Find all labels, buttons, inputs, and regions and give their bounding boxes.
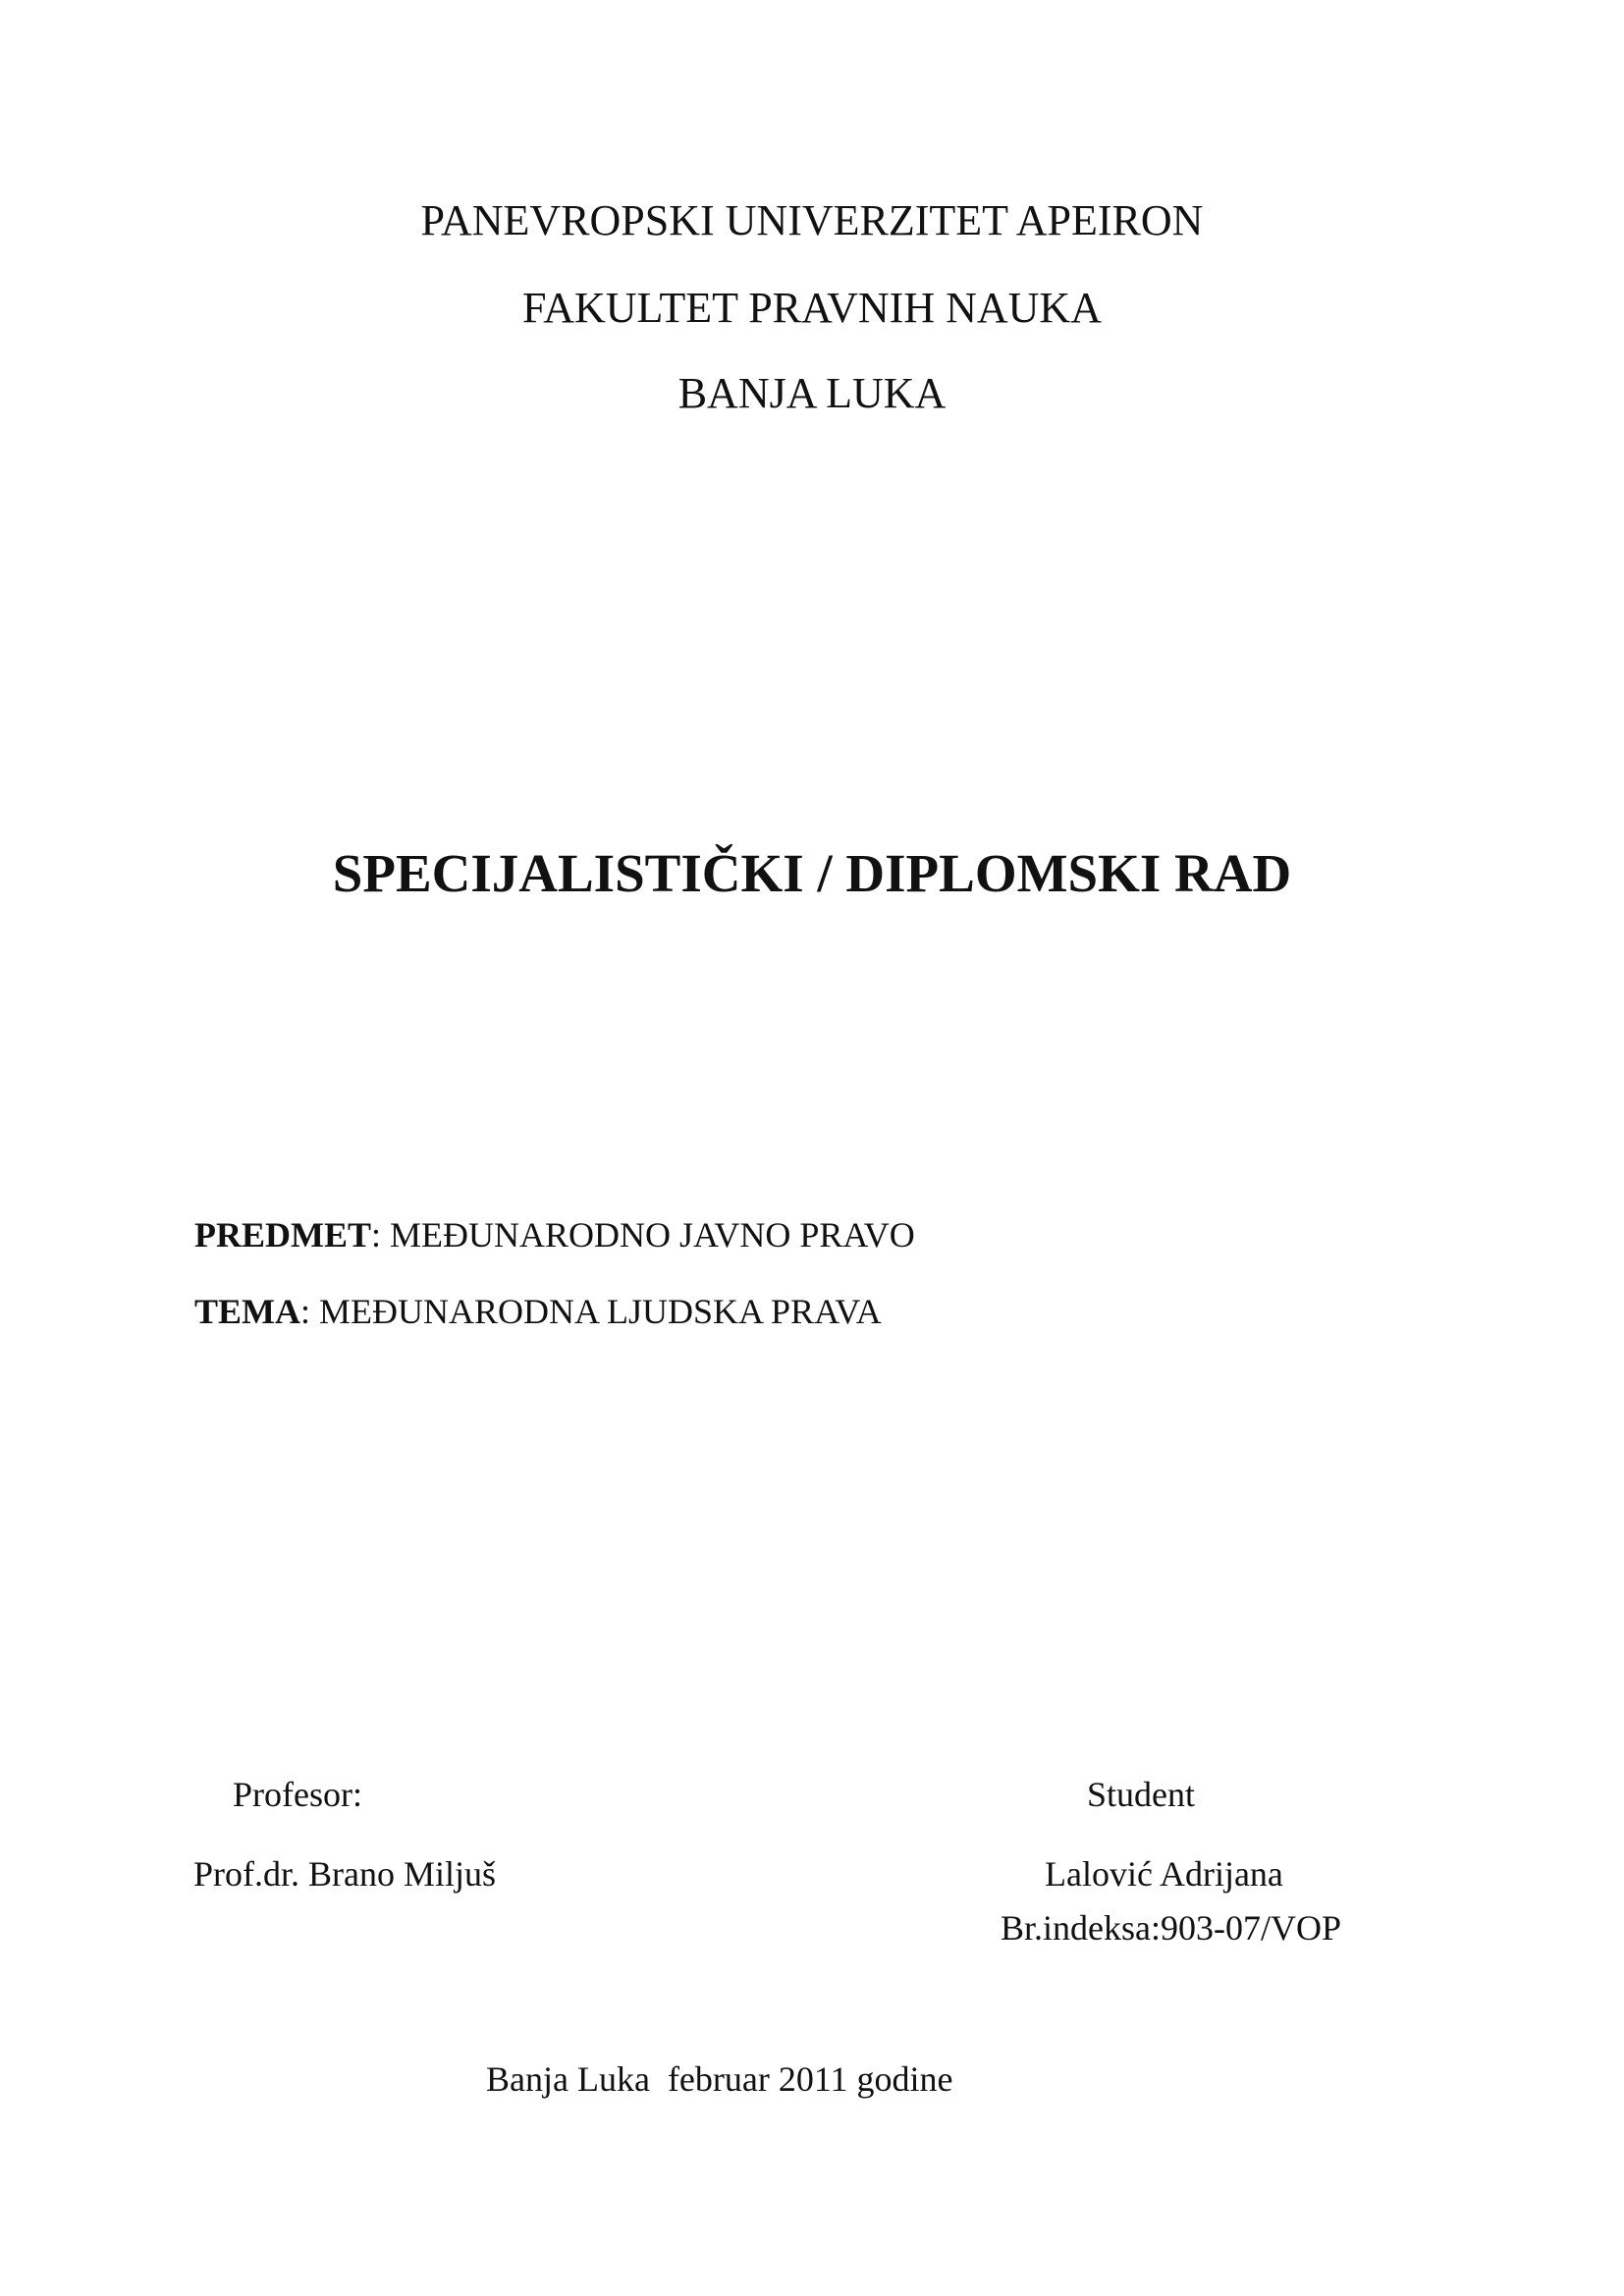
subject-value: : MEĐUNARODNO JAVNO PRAVO xyxy=(371,1215,915,1255)
university-name: PANEVROPSKI UNIVERZITET APEIRON xyxy=(420,196,1204,244)
student-label: Student xyxy=(1087,1775,1196,1814)
subject-label: PREDMET xyxy=(194,1215,371,1255)
student-index: Br.indeksa:903-07/VOP xyxy=(1001,1908,1341,1948)
professor-label: Profesor: xyxy=(233,1775,362,1814)
place-and-date: Banja Luka februar 2011 godine xyxy=(486,2059,953,2099)
topic-line xyxy=(194,1294,882,1329)
faculty-name: FAKULTET PRAVNIH NAUKA xyxy=(522,284,1102,332)
topic-label: TEMA xyxy=(194,1292,300,1331)
student-name: Lalović Adrijana xyxy=(1045,1854,1283,1894)
document-title: SPECIJALISTIČKI / DIPLOMSKI RAD xyxy=(332,843,1292,903)
professor-name: Prof.dr. Brano Miljuš xyxy=(193,1854,497,1894)
topic-value: : MEĐUNARODNA LJUDSKA PRAVA xyxy=(300,1292,882,1331)
city-name: BANJA LUKA xyxy=(677,369,947,417)
subject-line xyxy=(194,1217,915,1253)
